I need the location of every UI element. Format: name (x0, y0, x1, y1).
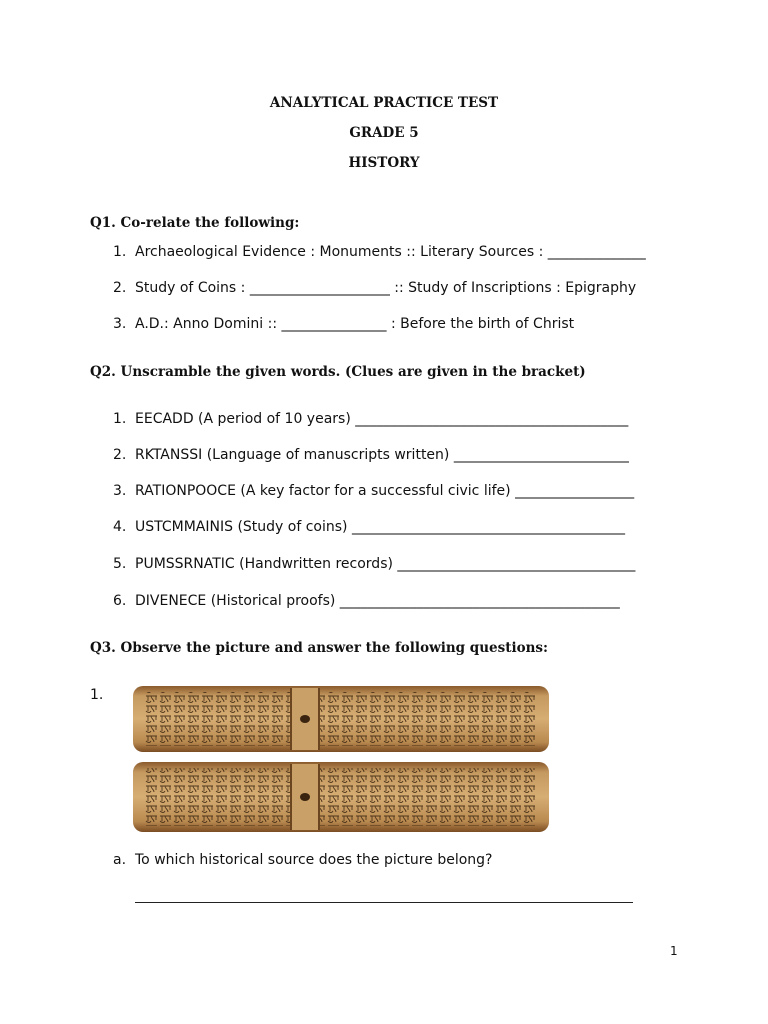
q1-item-3-num: 3. (113, 316, 127, 332)
q3-sub-a-label: a. (113, 852, 127, 868)
q2-item-5-num: 5. (113, 556, 127, 572)
q2-item-2 (113, 447, 629, 463)
q3-sub-a-text: To which historical source does the picture belong? (135, 852, 493, 868)
q2-heading: Q2. Unscramble the given words. (Clues are given in the bracket) (90, 364, 586, 380)
q2-item-6-text: DIVENECE (Historical proofs) ________________________________________ (135, 593, 620, 609)
q2-item-1 (113, 411, 628, 427)
q3-sub-a-answer-line[interactable] (135, 902, 633, 903)
page-number: 1 (670, 944, 678, 958)
q2-item-6 (113, 593, 620, 609)
q2-item-2-num: 2. (113, 447, 127, 463)
subject-label: HISTORY (348, 155, 420, 171)
manuscript-image (131, 684, 552, 834)
test-title: ANALYTICAL PRACTICE TEST (269, 95, 499, 111)
q1-item-3 (113, 316, 574, 332)
q2-item-4-text: USTCMMAINIS (Study of coins) _______________________________________ (135, 519, 625, 535)
q3-item-1-num: 1. (90, 687, 104, 703)
q2-item-1-num: 1. (113, 411, 127, 427)
q1-item-1-num: 1. (113, 244, 127, 260)
q2-item-6-num: 6. (113, 593, 127, 609)
q1-item-2 (113, 280, 636, 296)
manuscript-leaf-top (133, 686, 549, 752)
q2-item-4-num: 4. (113, 519, 127, 535)
q1-item-2-num: 2. (113, 280, 127, 296)
q3-heading: Q3. Observe the picture and answer the following questions: (90, 640, 548, 656)
q2-item-1-text: EECADD (A period of 10 years) _______________________________________ (135, 411, 629, 427)
q1-item-3-text: A.D.: Anno Domini :: _______________ : Before the birth of Christ (135, 316, 575, 332)
grade-label: GRADE 5 (349, 125, 419, 141)
manuscript-leaf-bottom (133, 762, 549, 832)
q1-heading: Q1. Co-relate the following: (90, 215, 300, 231)
q2-item-3 (113, 483, 634, 499)
q3-sub-a (113, 852, 492, 868)
q2-item-3-num: 3. (113, 483, 127, 499)
q2-item-5-text: PUMSSRNATIC (Handwritten records) __________________________________ (135, 556, 636, 572)
q1-item-1 (113, 244, 646, 260)
q2-item-4 (113, 519, 625, 535)
q2-item-2-text: RKTANSSI (Language of manuscripts written) _________________________ (135, 447, 629, 463)
q1-item-2-text: Study of Coins : ____________________ :: Study of Inscriptions : Epigraphy (135, 280, 637, 296)
q2-item-3-text: RATIONPOOCE (A key factor for a successful civic life) _________________ (135, 483, 635, 499)
q1-item-1-text: Archaeological Evidence : Monuments :: Literary Sources : ______________ (135, 244, 646, 260)
q2-item-5 (113, 556, 635, 572)
